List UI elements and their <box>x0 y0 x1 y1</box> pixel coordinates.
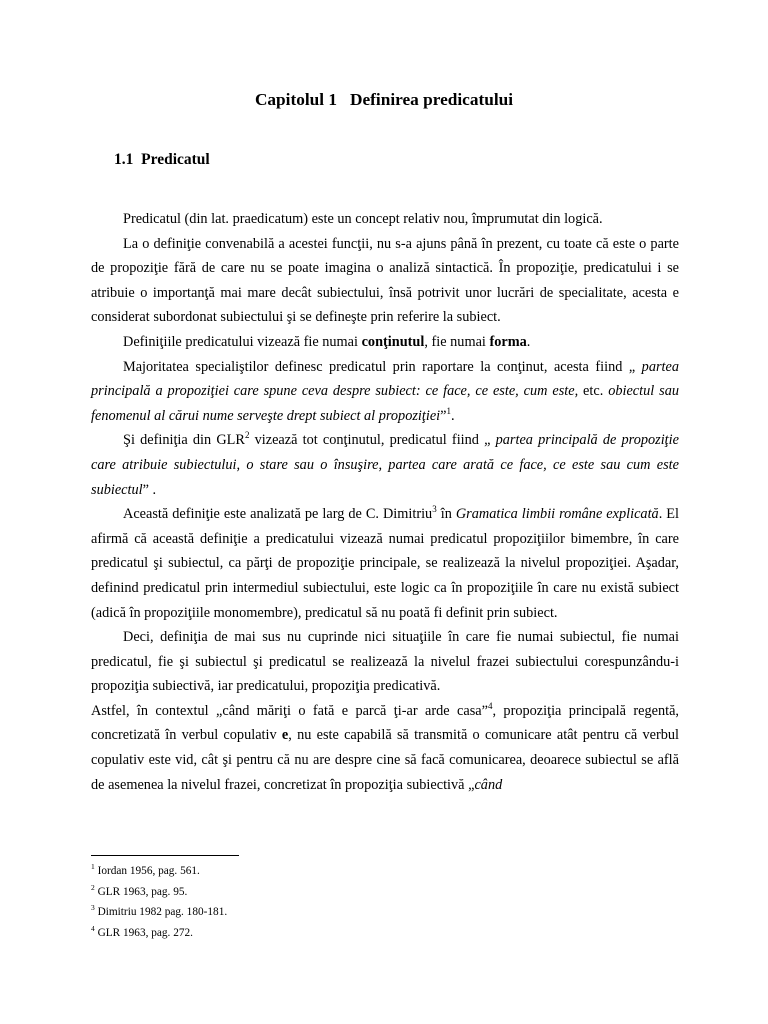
paragraph-4-etc: etc. <box>578 383 609 400</box>
paragraph-3-text-2: , fie numai <box>424 333 490 350</box>
term-continutul: conţinutul <box>361 333 425 350</box>
term-forma: forma <box>489 333 527 350</box>
footnote-text: GLR 1963, pag. 95. <box>94 885 188 898</box>
paragraph-5 <box>91 428 679 502</box>
paragraph-5-end: ” . <box>142 481 157 498</box>
footnote-text: GLR 1963, pag. 272. <box>94 926 193 939</box>
footnote-number: 2 <box>91 882 95 892</box>
paragraph-7: Deci, definiţia de mai sus nu cuprinde nici situaţiile în care fie numai subiectul, fie numai predicatul, fie şi subiectul şi predicatul se realizează la nivelul frazei subiectului corespunzându-i propoziţia subiectivă, iar predicatului, propoziţia predicativă. <box>91 629 679 695</box>
paragraph-5-text: Şi definiţia din GLR <box>123 432 245 449</box>
paragraph-8-text-2: , propoziţia principală regentă, concretizată în verbul copulativ <box>91 702 679 744</box>
footnote-4 <box>91 923 491 944</box>
footnotes <box>91 861 491 943</box>
paragraph-6-text-2: în <box>436 506 456 523</box>
quote-definition-2: obiectul sau fenomenul al cărui nume serveşte drept subiect al propoziţiei <box>91 383 679 424</box>
footnote-ref-4[interactable]: 4 <box>487 701 493 712</box>
footnote-3 <box>91 902 491 923</box>
footnote-text: Dimitriu 1982 pag. 180-181. <box>94 906 228 918</box>
footnote-1 <box>91 861 491 882</box>
body-text <box>91 207 679 797</box>
footnote-number: 1 <box>91 862 95 872</box>
paragraph-3-end: . <box>526 333 531 350</box>
paragraph-8 <box>91 699 679 797</box>
chapter-title: Capitolul 1 Definirea predicatului <box>254 90 514 109</box>
paragraph-4-end: . <box>451 407 455 424</box>
paragraph-2: La o definiţie convenabilă a acestei funcţii, nu s-a ajuns până în prezent, cu toate că este o parte de propoziţie fără de care nu se poate imagina o analiză sintactică. În propoziţie, predicatului i se atribuie o importanţă mai mare decât subiectului, însă potrivit unor lucrări de specialitate, acesta e considerat subordonat subiectului şi se defineşte prin referire la subiect. <box>91 235 679 326</box>
footnote-2 <box>91 882 491 903</box>
section-title: 1.1 Predicatul <box>114 151 210 168</box>
paragraph-5-text-2: vizează tot conţinutul, predicatul fiind „ <box>249 432 496 449</box>
footnote-ref-1[interactable]: 1 <box>446 405 452 416</box>
footnote-text: Iordan 1956, pag. 561. <box>94 865 200 877</box>
footnote-separator <box>91 855 239 856</box>
verb-e: e <box>281 727 289 744</box>
quote-cand: când <box>474 776 503 793</box>
footnote-number: 4 <box>91 923 95 933</box>
paragraph-8-text-3: , nu este capabilă să transmită o comunicare atât pentru că verbul copulativ este vid, cât şi pentru că nu are despre cine să facă comunicarea, deoarece subiectul se află de asemenea la nivelul frazei, concretizat în propoziţia subiectivă „ <box>91 727 679 793</box>
paragraph-4-text: Majoritatea specialiştilor definesc predicatul prin raportare la conţinut, acesta fiind „ <box>123 358 642 375</box>
paragraph-6-text-3: . El afirmă că această definiţie a predicatului vizează numai predicatul propoziţiilor bimembre, în care predicatul şi subiectul, ca părţi de propoziţie principale, se realizează la nivelul propoziţiei. Aşadar, definind predicatul prin intermediul subiectului, este logic ca în propoziţiile în care nu există subiect (adică în propoziţiile monomembre), predicatul să nu poată fi definit prin subiect. <box>91 506 679 621</box>
paragraph-1: Predicatul (din lat. praedicatum) este un concept relativ nou, împrumutat din logică. <box>123 211 603 227</box>
quote-definition-1: partea principală a propoziţiei care spune ceva despre subiect: ce face, ce este, cum este, <box>91 358 679 400</box>
footnote-ref-3[interactable]: 3 <box>432 504 437 515</box>
quote-close: ” <box>440 407 447 424</box>
paragraph-3-text: Definiţiile predicatului vizează fie numai <box>123 333 362 350</box>
paragraph-6-text: Această definiţie este analizată pe larg de C. Dimitriu <box>123 506 433 523</box>
quote-glr-definition: partea principală de propoziţie care atribuie subiectului, o stare sau o însuşire, partea care arată ce face, ce este sau cum este subiectul <box>91 432 679 498</box>
paragraph-6 <box>91 502 679 625</box>
footnote-ref-2[interactable]: 2 <box>244 430 250 441</box>
paragraph-8-text: Astfel, în contextul „când măriţi o fată e parcă ţi-ar arde casa” <box>91 702 488 719</box>
paragraph-4 <box>91 355 679 429</box>
book-title: Gramatica limbii române explicată <box>455 506 659 523</box>
footnote-number: 3 <box>91 903 95 913</box>
paragraph-3 <box>91 330 679 355</box>
